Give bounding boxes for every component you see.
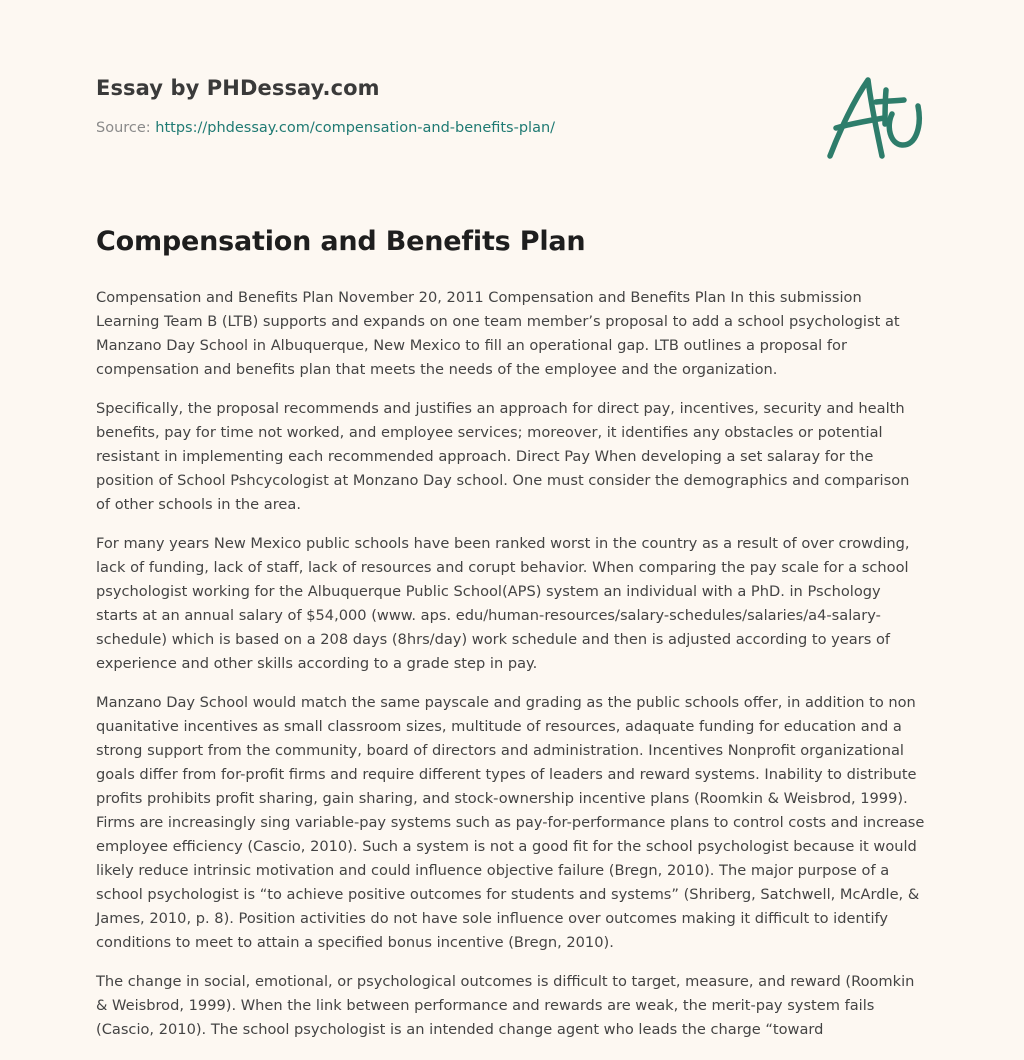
essay-paragraph: The change in social, emotional, or psychological outcomes is difficult to target, measure, and reward (Roomkin & Weisbrod, 1999). When the link between performance and rewards are weak, the merit-pay system fails (Cascio, 2010). The school psychologist is an intended change agent who leads the charge “toward [96, 973, 915, 1038]
a-plus-logo [822, 68, 928, 164]
essay-paragraph: Specifically, the proposal recommends and justifies an approach for direct pay, incentives, security and health benefits, pay for time not worked, and employee services; moreover, it identifies any obstacles or potential resistant in implementing each recommended approach. Direct Pay When developing a set salaray for the position of School Pshcycologist at Monzano Day school. One must consider the demographics and comparison of other schools in the area. [96, 400, 910, 513]
essay-paragraph: Manzano Day School would match the same payscale and grading as the public schools offer, in addition to non quanitative incentives as small classroom sizes, multitude of resources, adaquate funding for education and a strong support from the community, board of directors and administration. Incentives Nonprofit organizational goals differ from for-profit firms and require different types of leaders and reward systems. Inability to distribute profits prohibits profit sharing, gain sharing, and stock-ownership incentive plans (Roomkin & Weisbrod, 1999). Firms are increasingly sing variable-pay systems such as pay-for-performance plans to control costs and increase employee efficiency (Cascio, 2010). Such a system is not a good fit for the school psychologist because it would likely reduce intrinsic motivation and could influence objective failure (Bregn, 2010). The major purpose of a school psychologist is “to achieve positive outcomes for students and systems” (Shriberg, Satchwell, McArdle, & James, 2010, p. 8). Position activities do not have sole influence over outcomes making it difficult to identify conditions to meet to attain a specified bonus incentive (Bregn, 2010). [96, 694, 925, 951]
essay-paragraph: For many years New Mexico public schools have been ranked worst in the country as a result of over crowding, lack of funding, lack of staff, lack of resources and corupt behavior. When comparing the pay scale for a school psychologist working for the Albuquerque Public School(APS) system an individual with a PhD. in Pschology starts at an annual salary of $54,000 (www. aps. edu/human-resources/salary-schedules/salaries/a4-salary-schedule) which is based on a 208 days (8hrs/day) work schedule and then is adjusted according to years of experience and other skills according to a grade step in pay. [96, 535, 910, 672]
page-header [96, 76, 796, 136]
source-label: Source: [96, 120, 151, 136]
source-link[interactable]: https://phdessay.com/compensation-and-benefits-plan/ [155, 120, 556, 136]
essay-title: Compensation and Benefits Plan [96, 226, 586, 257]
source-line [96, 120, 796, 136]
a-plus-grade-icon [822, 68, 928, 164]
site-title: Essay by PHDessay.com [96, 76, 380, 100]
essay-paragraph: Compensation and Benefits Plan November 20, 2011 Compensation and Benefits Plan In this submission Learning Team B (LTB) supports and expands on one team member’s proposal to add a school psychologist at Manzano Day School in Albuquerque, New Mexico to fill an operational gap. LTB outlines a proposal for compensation and benefits plan that meets the needs of the employee and the organization. [96, 289, 900, 378]
essay-body [96, 286, 926, 1057]
